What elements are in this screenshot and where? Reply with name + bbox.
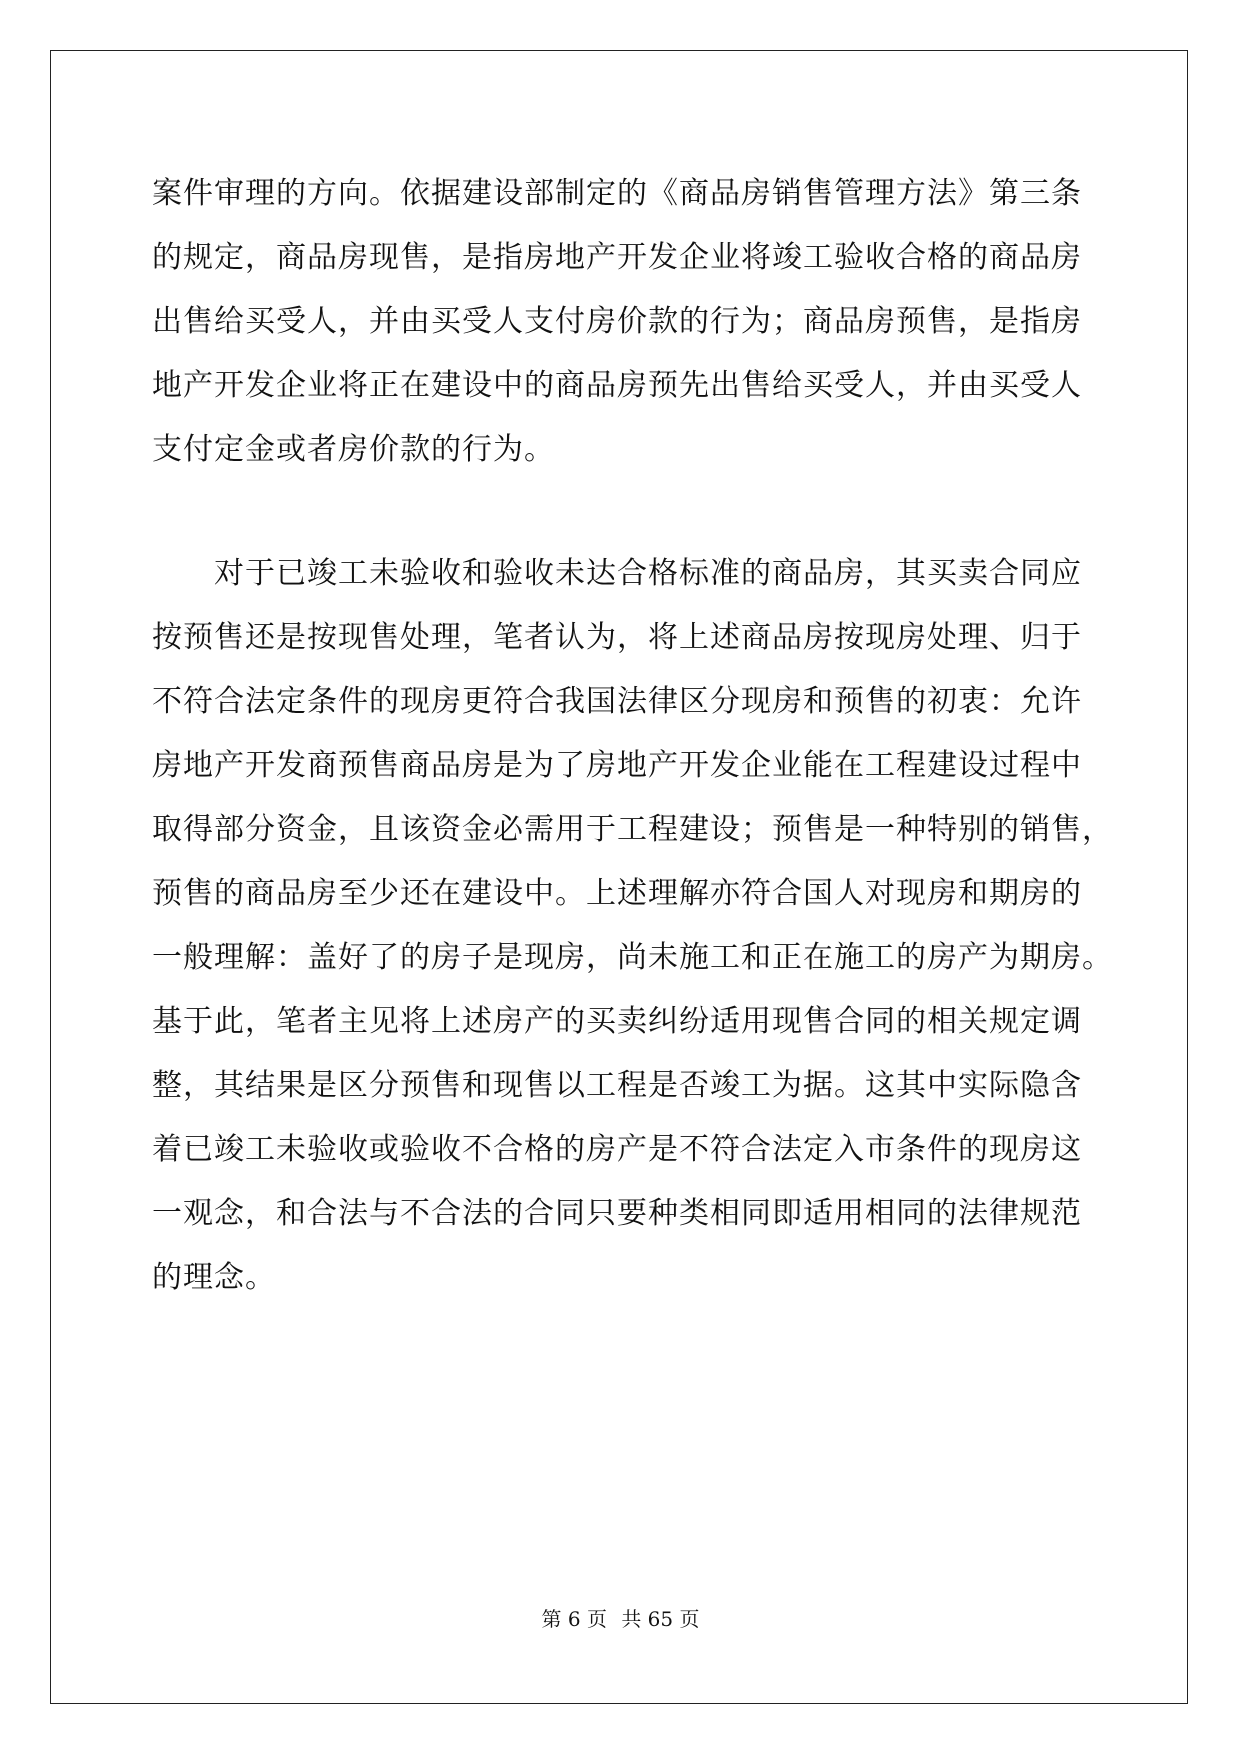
text-line: 的理念。 xyxy=(152,1260,276,1295)
text-line: 出售给买受人，并由买受人支付房价款的行为；商品房预售，是指房 xyxy=(152,304,1082,339)
text-line: 地产开发企业将正在建设中的商品房预先出售给买受人，并由买受人 xyxy=(152,368,1082,403)
page-footer xyxy=(0,1603,1241,1632)
text-line: 着已竣工未验收或验收不合格的房产是不符合法定入市条件的现房这 xyxy=(152,1132,1082,1167)
text-line: 预售的商品房至少还在建设中。上述理解亦符合国人对现房和期房的 xyxy=(152,876,1082,911)
total-pages: 共 65 页 xyxy=(621,1607,700,1631)
text-line: 取得部分资金，且该资金必需用于工程建设；预售是一种特别的销售， xyxy=(152,812,1113,847)
text-line: 整，其结果是区分预售和现售以工程是否竣工为据。这其中实际隐含 xyxy=(152,1068,1082,1103)
text-line: 案件审理的方向。依据建设部制定的《商品房销售管理方法》第三条 xyxy=(152,176,1082,211)
text-line: 对于已竣工未验收和验收未达合格标准的商品房，其买卖合同应 xyxy=(214,556,1082,591)
page-number: 第 6 页 xyxy=(541,1607,607,1631)
text-line: 房地产开发商预售商品房是为了房地产开发企业能在工程建设过程中 xyxy=(152,748,1082,783)
paragraph-2 xyxy=(152,542,1113,1310)
text-line: 一观念，和合法与不合法的合同只要种类相同即适用相同的法律规范 xyxy=(152,1196,1082,1231)
text-line: 基于此，笔者主见将上述房产的买卖纠纷适用现售合同的相关规定调 xyxy=(152,1004,1082,1039)
text-line: 的规定，商品房现售，是指房地产开发企业将竣工验收合格的商品房 xyxy=(152,240,1082,275)
paragraph-1 xyxy=(152,162,1088,482)
text-line: 一般理解：盖好了的房子是现房，尚未施工和正在施工的房产为期房。 xyxy=(152,940,1113,975)
text-line: 不符合法定条件的现房更符合我国法律区分现房和预售的初衷：允许 xyxy=(152,684,1082,719)
text-line: 支付定金或者房价款的行为。 xyxy=(152,432,555,467)
text-line: 按预售还是按现售处理，笔者认为，将上述商品房按现房处理、归于 xyxy=(152,620,1082,655)
document-body xyxy=(152,162,1113,1310)
